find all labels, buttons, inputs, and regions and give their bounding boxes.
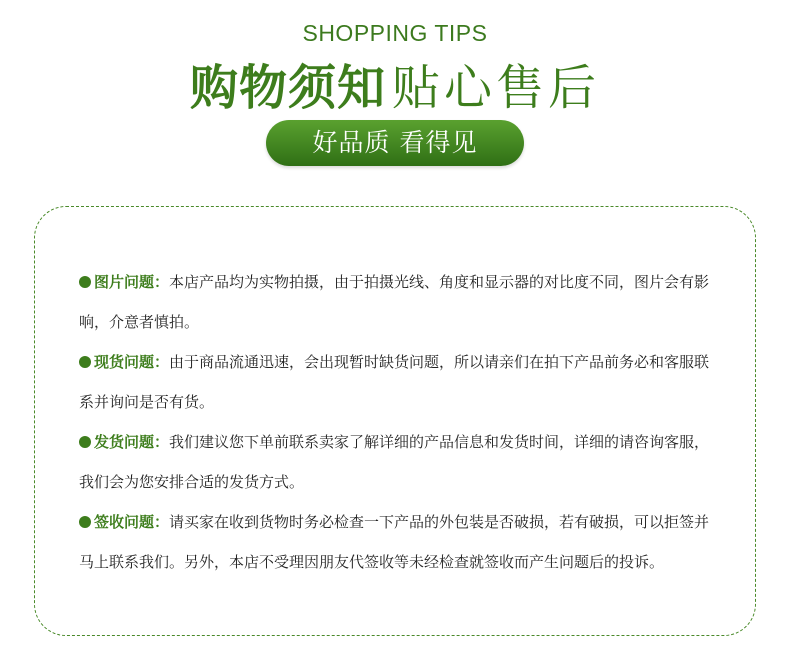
tip-title: 现货问题 <box>94 353 155 371</box>
tip-text: 由于商品流通迅速，会出现暂时缺货问题，所以请亲们在拍下产品前务必和客服联系并询问是否有货。 <box>79 353 710 411</box>
bullet-dot-icon <box>79 356 91 368</box>
tip-item-stock <box>79 342 721 422</box>
tip-text: 请买家在收到货物时务必检查一下产品的外包装是否破损，若有破损，可以拒签并马上联系我们。另外，本店不受理因朋友代签收等未经检查就签收而产生问题后的投诉。 <box>79 513 710 571</box>
bullet-dot-icon <box>79 276 91 288</box>
tip-text: 我们建议您下单前联系卖家了解详细的产品信息和发货时间，详细的请咨询客服，我们会为您安排合适的发货方式。 <box>79 433 710 491</box>
title-light-part: 贴心售后 <box>392 60 601 116</box>
tips-list <box>79 262 721 582</box>
tip-item-shipping <box>79 422 721 502</box>
bullet-dot-icon <box>79 436 91 448</box>
quality-banner: 好品质 看得见 <box>266 120 524 166</box>
bullet-dot-icon <box>79 516 91 528</box>
tip-separator: ： <box>154 273 170 291</box>
tip-separator: ： <box>154 433 170 451</box>
tip-separator: ： <box>154 353 170 371</box>
tip-title: 签收问题 <box>94 513 155 531</box>
tip-title: 发货问题 <box>94 433 155 451</box>
tip-item-image <box>79 262 721 342</box>
tip-title: 图片问题 <box>94 273 155 291</box>
tip-text: 本店产品均为实物拍摄，由于拍摄光线、角度和显示器的对比度不同，图片会有影响，介意者慎拍。 <box>79 273 710 331</box>
page-subtitle: SHOPPING TIPS <box>302 20 488 46</box>
tip-separator: ： <box>154 513 170 531</box>
page-title <box>0 56 790 120</box>
title-bold-part: 购物须知 <box>189 60 386 116</box>
tip-item-receipt <box>79 502 721 582</box>
